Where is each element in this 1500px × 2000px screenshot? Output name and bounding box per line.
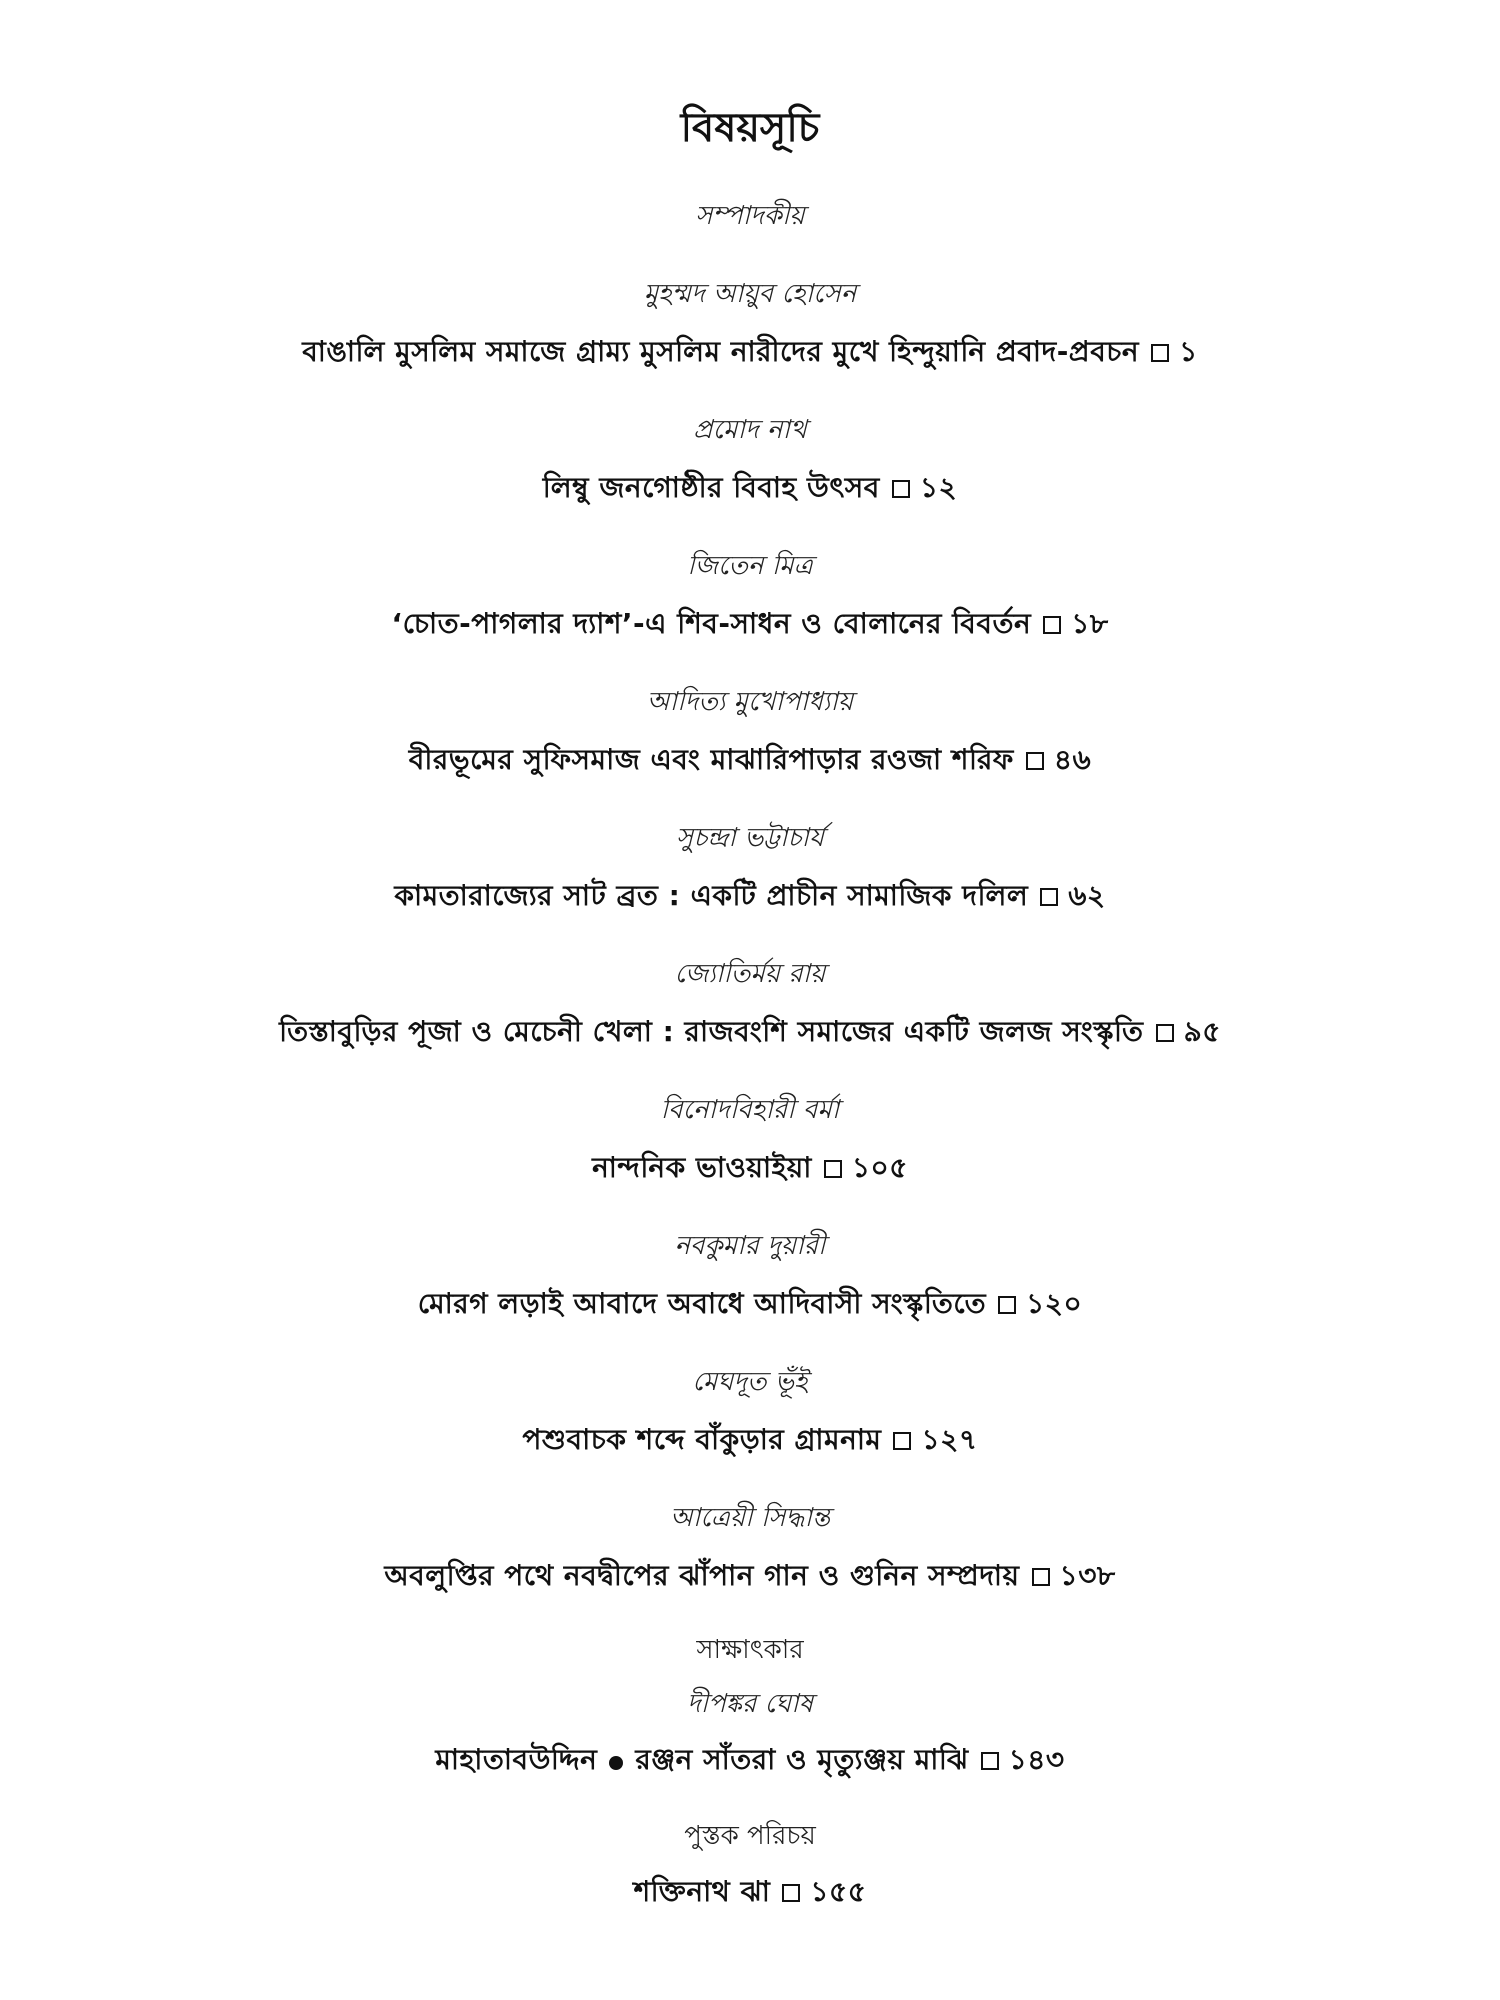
entry-article bbox=[0, 1554, 1500, 1598]
checkbox-square-icon bbox=[998, 1296, 1016, 1314]
entry-article bbox=[0, 1146, 1500, 1190]
interview-entry bbox=[0, 1738, 1500, 1782]
checkbox-square-icon bbox=[893, 1432, 911, 1450]
entry-author: জিতেন মিত্র bbox=[687, 551, 813, 581]
editorial-label: সম্পাদকীয় bbox=[695, 201, 805, 231]
entry-article bbox=[0, 738, 1500, 782]
checkbox-square-icon bbox=[1156, 1024, 1174, 1042]
article-title: তিস্তাবুড়ির পূজা ও মেচেনী খেলা : রাজবংশি সমাজের একটি জলজ সংস্কৃতি bbox=[279, 1015, 1144, 1048]
article-title: শক্তিনাথ ঝা bbox=[633, 1875, 771, 1908]
entry-article bbox=[0, 1282, 1500, 1326]
entry-author: বিনোদবিহারী বর্মা bbox=[660, 1095, 840, 1125]
entry-article bbox=[0, 466, 1500, 510]
entry-article bbox=[0, 1010, 1500, 1054]
article-title: পশুবাচক শব্দে বাঁকুড়ার গ্রামনাম bbox=[522, 1423, 882, 1456]
article-title: মোরগ লড়াই আবাদে অবাধে আদিবাসী সংস্কৃতিতে bbox=[417, 1287, 987, 1320]
page-number: ১৪৩ bbox=[1008, 1743, 1065, 1776]
entry-article bbox=[0, 602, 1500, 646]
page-number: ১২০ bbox=[1026, 1287, 1083, 1320]
checkbox-square-icon bbox=[824, 1160, 842, 1178]
article-title: অবলুপ্তির পথে নবদ্বীপের ঝাঁপান গান ও গুনিন সম্প্রদায় bbox=[384, 1559, 1020, 1592]
book-review-label: পুস্তক পরিচয় bbox=[684, 1821, 816, 1851]
interviewers: রঞ্জন সাঁতরা ও মৃত্যুঞ্জয় মাঝি bbox=[635, 1743, 969, 1776]
interview-subject: মাহাতাবউদ্দিন bbox=[435, 1743, 598, 1776]
interview-label: সাক্ষাৎকার bbox=[696, 1635, 804, 1665]
bullet-icon bbox=[609, 1756, 623, 1770]
page-number: ৪৬ bbox=[1053, 743, 1092, 776]
entry-author: সুচন্দ্রা ভট্টাচার্য bbox=[676, 823, 824, 853]
entry-author: মুহম্মদ আয়ুব হোসেন bbox=[643, 279, 857, 309]
entry-author: প্রমোদ নাথ bbox=[693, 415, 807, 445]
page-number: ৯৫ bbox=[1183, 1015, 1221, 1048]
entry-author: আত্রেয়ী সিদ্ধান্ত bbox=[669, 1503, 831, 1533]
entry-article bbox=[0, 874, 1500, 918]
page-number: ১০৫ bbox=[851, 1151, 908, 1184]
page-title: বিষয়সূচি bbox=[680, 105, 820, 151]
page-number: ১৩৮ bbox=[1059, 1559, 1116, 1592]
checkbox-square-icon bbox=[1151, 344, 1169, 362]
article-title: লিম্বু জনগোষ্ঠীর বিবাহ উৎসব bbox=[542, 471, 880, 504]
article-title: বাঙালি মুসলিম সমাজে গ্রাম্য মুসলিম নারীদের মুখে হিন্দুয়ানি প্রবাদ-প্রবচন bbox=[302, 335, 1140, 368]
interview-author: দীপঙ্কর ঘোষ bbox=[686, 1689, 814, 1719]
entry-article bbox=[0, 330, 1500, 374]
checkbox-square-icon bbox=[892, 480, 910, 498]
checkbox-square-icon bbox=[1043, 616, 1061, 634]
book-review-entry bbox=[0, 1870, 1500, 1914]
entry-article bbox=[0, 1418, 1500, 1462]
checkbox-square-icon bbox=[1026, 752, 1044, 770]
page-number: ১৮ bbox=[1071, 607, 1109, 640]
checkbox-square-icon bbox=[782, 1884, 800, 1902]
entry-author: মেঘদূত ভূঁই bbox=[692, 1367, 808, 1397]
page-number: ১ bbox=[1179, 335, 1198, 368]
entry-author: নবকুমার দুয়ারী bbox=[674, 1231, 826, 1261]
entry-author: জ্যোতির্ময় রায় bbox=[674, 959, 826, 989]
checkbox-square-icon bbox=[981, 1752, 999, 1770]
page-number: ৬২ bbox=[1068, 879, 1106, 912]
checkbox-square-icon bbox=[1032, 1568, 1050, 1586]
entry-author: আদিত্য মুখোপাধ্যায় bbox=[646, 687, 854, 717]
checkbox-square-icon bbox=[1040, 888, 1058, 906]
page-number: ১৫৫ bbox=[810, 1875, 867, 1908]
article-title: কামতারাজ্যের সাট ব্রত : একটি প্রাচীন সামাজিক দলিল bbox=[394, 879, 1029, 912]
article-title: নান্দনিক ভাওয়াইয়া bbox=[592, 1151, 812, 1184]
page-number: ১২ bbox=[919, 471, 958, 504]
page-number: ১২৭ bbox=[921, 1423, 978, 1456]
article-title: বীরভূমের সুফিসমাজ এবং মাঝারিপাড়ার রওজা শরিফ bbox=[408, 743, 1014, 776]
article-title: ‘চোত-পাগলার দ্যাশ’-এ শিব-সাধন ও বোলানের বিবর্তন bbox=[391, 607, 1032, 640]
